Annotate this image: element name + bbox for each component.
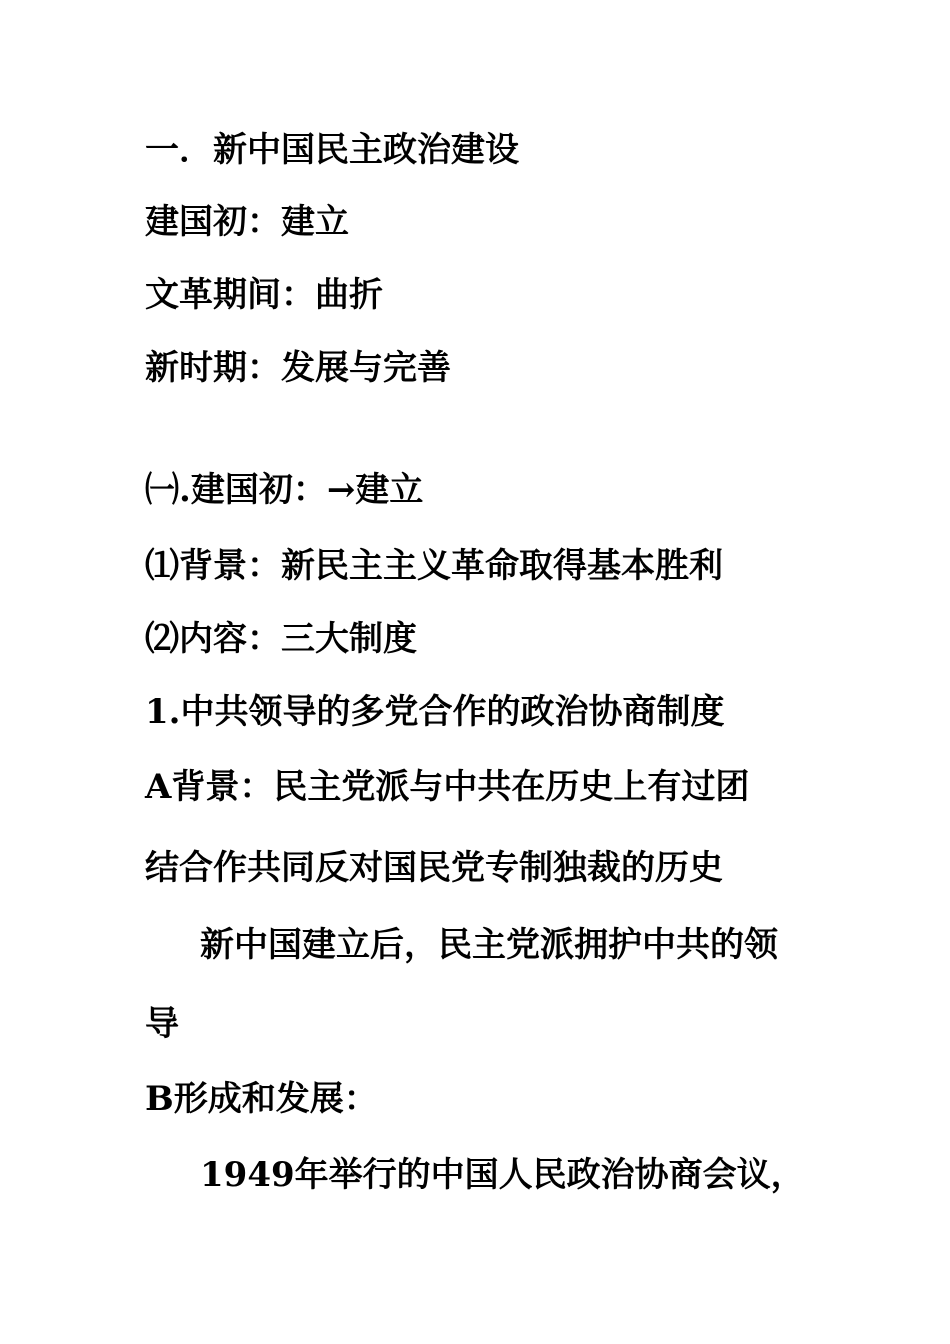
point-a-paragraph-line-1: 新中国建立后，民主党派拥护中共的领 (200, 925, 778, 965)
item-content: ⑵内容：三大制度 (145, 619, 417, 659)
overview-line-1: 建国初：建立 (145, 202, 349, 242)
overview-line-3: 新时期：发展与完善 (145, 348, 451, 388)
point-a-paragraph-line-2: 导 (145, 1004, 179, 1044)
item-background: ⑴背景：新民主主义革命取得基本胜利 (145, 546, 723, 586)
section-heading: ㈠.建国初：→建立 (145, 470, 424, 510)
point-b-paragraph: 1949年举行的中国人民政治协商会议， (200, 1155, 805, 1195)
overview-line-2: 文革期间：曲折 (145, 275, 383, 315)
point-a-line-1: A背景：民主党派与中共在历史上有过团 (145, 767, 750, 807)
page-title: 一．新中国民主政治建设 (145, 130, 519, 170)
point-b-heading: B形成和发展： (145, 1079, 378, 1119)
point-a-line-2: 结合作共同反对国民党专制独裁的历史 (145, 848, 723, 888)
subheading-system-1: 1.中共领导的多党合作的政治协商制度 (145, 692, 725, 732)
